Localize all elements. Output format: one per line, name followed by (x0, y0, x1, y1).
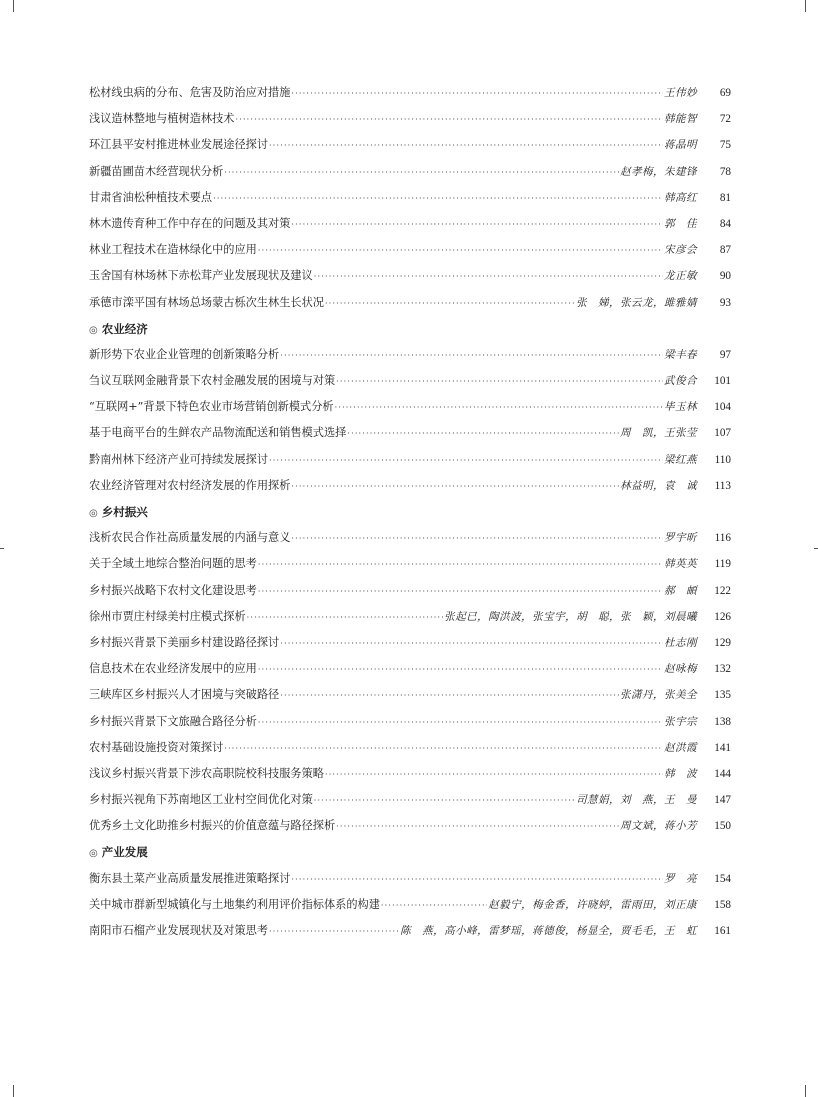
entry-page: 132 (714, 663, 731, 676)
entry-page: 107 (714, 427, 731, 440)
entry-title: 农村基础设施投资对策探讨 (89, 740, 224, 754)
dot-leader (258, 238, 663, 264)
entry-page: 87 (719, 244, 731, 257)
entry-page: 138 (714, 715, 731, 728)
entry-page: 75 (719, 139, 731, 152)
dot-leader (235, 107, 663, 133)
toc-entry[interactable] (89, 394, 731, 420)
entry-author: 赵毅宁，梅金香，许晓婷，雷雨田，刘正康 (488, 898, 697, 911)
toc-entry[interactable] (89, 80, 731, 106)
circle-bullet-icon: ◎ (89, 508, 98, 519)
entry-title: 衡东县土菜产业高质量发展推进策略探讨 (89, 871, 291, 885)
toc-entry[interactable] (89, 656, 731, 682)
section-heading-label: 农业经济 (101, 321, 148, 336)
toc-entry[interactable] (89, 866, 731, 892)
entry-author: 赵洪霞 (664, 741, 697, 754)
entry-page: 72 (719, 113, 731, 126)
dot-leader (224, 736, 663, 762)
dot-leader (280, 631, 663, 657)
entry-page: 101 (714, 375, 731, 388)
dot-leader (213, 186, 663, 212)
entry-title: 农业经济管理对农村经济发展的作用探析 (89, 478, 291, 492)
toc-entry[interactable] (89, 185, 731, 211)
section-heading (89, 316, 731, 342)
entry-author: 毕玉林 (664, 401, 697, 414)
section-heading-label: 乡村振兴 (101, 505, 148, 519)
entry-author: 韩高红 (664, 191, 697, 204)
entry-page: 97 (719, 348, 731, 361)
entry-title: 甘肃省油松种植技术要点 (89, 190, 213, 204)
table-of-contents (89, 80, 731, 944)
entry-title: 乡村振兴战略下农村文化建设思考 (89, 583, 257, 597)
entry-page: 158 (714, 898, 731, 911)
dot-leader (269, 133, 663, 159)
toc-entry[interactable] (89, 420, 731, 446)
crop-mark (814, 548, 818, 549)
entry-page: 150 (714, 820, 731, 833)
entry-title: 三峡库区乡村振兴人才困境与突破路径 (89, 688, 280, 702)
entry-title: 新形势下农业企业管理的创新策略分析 (89, 347, 280, 361)
entry-title: 南阳市石榴产业发展现状及对策思考 (89, 924, 269, 937)
entry-title: 黔南州林下经济产业可持续发展探讨 (89, 452, 269, 466)
entry-title: 乡村振兴背景下文旅融合路径分析 (89, 714, 257, 728)
dot-leader (247, 605, 444, 631)
entry-author: 张 娣，张云龙，雎雅婧 (576, 296, 697, 309)
toc-entry[interactable] (89, 290, 731, 316)
crop-mark (13, 0, 14, 12)
entry-author: 韩 波 (664, 767, 697, 780)
toc-entry[interactable] (89, 578, 731, 604)
circle-bullet-icon: ◎ (89, 324, 98, 336)
entry-author: 赵孝梅，朱建锋 (620, 165, 697, 178)
toc-entry[interactable] (89, 447, 731, 473)
toc-entry[interactable] (89, 918, 731, 944)
entry-author: 张宇宗 (664, 715, 697, 728)
toc-entry[interactable] (89, 132, 731, 158)
entry-page: 90 (719, 270, 731, 283)
dot-leader (258, 657, 663, 683)
entry-page: 93 (719, 296, 731, 309)
entry-author: 郭 佳 (664, 217, 697, 230)
entry-page: 69 (719, 87, 731, 99)
entry-title: 林木遗传育种工作中存在的问题及其对策 (89, 216, 291, 230)
entry-author: 韩英英 (664, 558, 697, 571)
entry-page: 144 (714, 767, 731, 780)
entry-title: 徐州市贾庄村绿美村庄模式探析 (89, 609, 246, 623)
entry-author: 林益明，袁 诚 (620, 479, 697, 492)
entry-page: 110 (714, 453, 731, 466)
toc-entry[interactable] (89, 342, 731, 368)
toc-entry[interactable] (89, 813, 731, 839)
entry-title: 乡村振兴视角下苏南地区工业村空间优化对策 (89, 793, 313, 807)
entry-page: 119 (714, 558, 731, 571)
entry-author: 韩能智 (664, 113, 697, 126)
dot-leader (381, 893, 487, 919)
crop-mark (805, 0, 806, 12)
toc-entry[interactable] (89, 787, 731, 813)
entry-title: 浅议乡村振兴背景下涉农高职院校科技服务策略 (89, 766, 324, 780)
dot-leader (280, 343, 663, 369)
dot-leader (291, 212, 663, 238)
dot-leader (269, 919, 399, 945)
entry-author: 陈 燕，高小峰，雷梦瑶，蒋德俊，杨显全，贾毛毛，王 虹 (400, 925, 697, 937)
entry-author: 周 凯，王张莹 (620, 427, 697, 440)
dot-leader (280, 683, 619, 709)
entry-author: 梁红燕 (664, 453, 697, 466)
entry-page: 126 (714, 610, 731, 623)
entry-title: 松材线虫病的分布、危害及防治应对措施 (89, 86, 291, 99)
entry-title: “互联网+”背景下特色农业市场营销创新模式分析 (89, 400, 334, 414)
toc-entry[interactable] (89, 709, 731, 735)
entry-title: 乡村振兴背景下美丽乡村建设路径探讨 (89, 635, 280, 649)
entry-page: 135 (714, 689, 731, 702)
entry-title: 关中城市群新型城镇化与土地集约利用评价指标体系的构建 (89, 897, 380, 911)
entry-author: 龙正敏 (664, 270, 697, 283)
dot-leader (347, 421, 619, 447)
entry-title: 优秀乡土文化助推乡村振兴的价值意蕴与路径探析 (89, 819, 336, 833)
toc-entry[interactable] (89, 263, 731, 289)
dot-leader (269, 448, 663, 474)
entry-page: 122 (714, 584, 731, 597)
dot-leader (258, 579, 663, 605)
toc-entry[interactable] (89, 159, 731, 185)
dot-leader (291, 867, 663, 893)
dot-leader (291, 474, 619, 500)
entry-title: 刍议互联网金融背景下农村金融发展的困境与对策 (89, 374, 336, 388)
crop-mark (0, 548, 4, 549)
entry-author: 郝 頔 (664, 584, 697, 597)
entry-page: 147 (714, 794, 731, 807)
entry-page: 78 (719, 165, 731, 178)
entry-page: 116 (714, 532, 731, 545)
section-heading-label: 产业发展 (101, 845, 148, 860)
entry-author: 杜志刚 (664, 636, 697, 649)
crop-mark (805, 1085, 806, 1097)
entry-page: 84 (719, 217, 731, 230)
entry-author: 蒋晶明 (664, 139, 697, 152)
entry-title: 关于全域土地综合整治问题的思考 (89, 557, 257, 571)
entry-author: 张潇丹，张美全 (620, 689, 697, 702)
entry-title: 林业工程技术在造林绿化中的应用 (89, 243, 257, 257)
toc-entry[interactable] (89, 551, 731, 577)
toc-entry[interactable] (89, 211, 731, 237)
entry-title: 承德市滦平国有林场总场蒙古栎次生林生长状况 (89, 295, 324, 309)
dot-leader (314, 788, 575, 814)
entry-author: 司慧娟，刘 燕，王 曼 (576, 794, 697, 807)
entry-author: 张起已，陶洪波，张宝宇，胡 聪，张 颖，刘晨曦 (444, 610, 697, 623)
dot-leader (314, 264, 663, 290)
toc-entry[interactable] (89, 106, 731, 132)
entry-author: 武俊合 (664, 375, 697, 388)
toc-entry[interactable] (89, 604, 731, 630)
entry-page: 113 (714, 479, 731, 492)
entry-page: 104 (714, 401, 731, 414)
toc-entry[interactable] (89, 682, 731, 708)
dot-leader (335, 395, 663, 421)
dot-leader (336, 369, 663, 395)
toc-entry[interactable] (89, 473, 731, 499)
entry-author: 赵咏梅 (664, 663, 697, 676)
toc-entry[interactable] (89, 237, 731, 263)
section-heading (89, 839, 731, 865)
dot-leader (325, 762, 663, 788)
toc-entry[interactable] (89, 892, 731, 918)
section-heading (89, 499, 731, 525)
dot-leader (336, 814, 619, 840)
toc-entry[interactable] (89, 630, 731, 656)
entry-title: 浅析农民合作社高质量发展的内涵与意义 (89, 531, 291, 545)
entry-title: 玉舍国有林场林下赤松茸产业发展现状及建议 (89, 269, 313, 283)
entry-author: 罗 亮 (664, 872, 697, 885)
circle-bullet-icon: ◎ (89, 848, 98, 860)
entry-author: 周文斌，蒋小芳 (620, 820, 697, 833)
entry-title: 浅议造林整地与植树造林技术 (89, 112, 235, 126)
toc-entry[interactable] (89, 525, 731, 551)
entry-page: 141 (714, 741, 731, 754)
entry-title: 基于电商平台的生鲜农产品物流配送和销售模式选择 (89, 426, 347, 440)
crop-mark (13, 1085, 14, 1097)
toc-entry[interactable] (89, 761, 731, 787)
entry-page: 161 (714, 925, 731, 937)
dot-leader (258, 710, 663, 736)
entry-title: 环江县平安村推进林业发展途径探讨 (89, 138, 269, 152)
entry-author: 宋彦会 (664, 244, 697, 257)
entry-title: 新疆苗圃苗木经营现状分析 (89, 164, 224, 178)
dot-leader (325, 291, 575, 317)
dot-leader (258, 552, 663, 578)
entry-author: 王伟妙 (664, 87, 697, 99)
entry-page: 129 (714, 636, 731, 649)
entry-author: 梁丰春 (664, 348, 697, 361)
entry-page: 81 (719, 191, 731, 204)
dot-leader (224, 160, 619, 186)
dot-leader (291, 526, 663, 552)
entry-page: 154 (714, 872, 731, 885)
dot-leader (291, 81, 663, 107)
toc-entry[interactable] (89, 735, 731, 761)
entry-author: 罗宇昕 (664, 532, 697, 545)
entry-title: 信息技术在农业经济发展中的应用 (89, 662, 257, 676)
toc-entry[interactable] (89, 368, 731, 394)
